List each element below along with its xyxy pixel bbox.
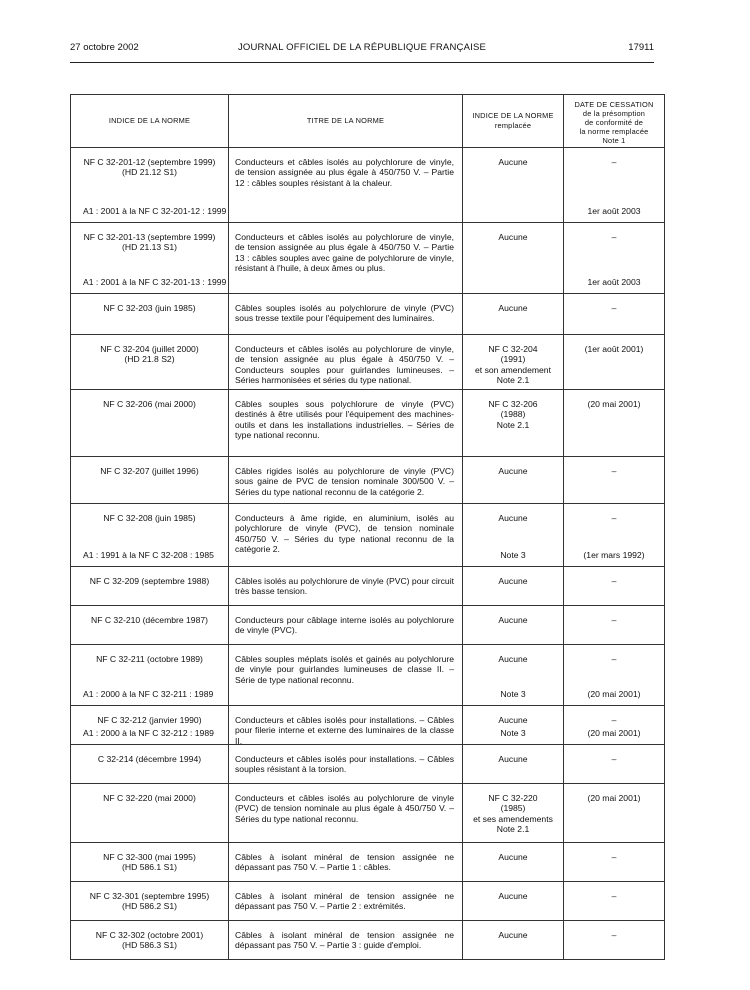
replaced-norm-cell-text: NF C 32-206 (1988) Note 2.1: [488, 399, 538, 430]
norm-index-cell-amendment: A1 : 2001 à la NF C 32-201-12 : 1999: [83, 205, 227, 216]
replaced-norm-cell: [463, 223, 564, 294]
table-header-row: [71, 95, 665, 148]
norm-index-cell: [71, 457, 229, 504]
norm-title-cell: [229, 921, 463, 960]
col-header-index: INDICE DE LA NORME: [71, 95, 229, 148]
replaced-norm-cell: [463, 606, 564, 645]
norm-index-cell-text: NF C 32-300 (mai 1995) (HD 586.1 S1): [103, 852, 196, 873]
norm-index-cell-text: NF C 32-212 (janvier 1990): [97, 715, 202, 725]
norm-title-cell-text: Câbles souples sous polychlorure de vinyle (PVC) destinés à être utilisés pour l'équipement des machines-outils et dans les installations industrielles. – Séries de type national reconnu.: [235, 399, 454, 441]
replaced-norm-cell-text: Aucune: [498, 654, 528, 664]
norm-index-cell-text: NF C 32-209 (septembre 1988): [89, 576, 210, 586]
table-row: [71, 148, 665, 223]
norm-index-cell-amendment: A1 : 2000 à la NF C 32-211 : 1989: [83, 688, 214, 699]
cessation-date-cell: [564, 645, 665, 706]
norm-title-cell-text: Conducteurs et câbles isolés pour installations. – Câbles souples résistant à la torsion.: [235, 754, 454, 775]
replaced-norm-cell-text: Aucune: [498, 891, 528, 901]
replaced-norm-cell: [463, 784, 564, 843]
page-number: 17911: [628, 42, 654, 53]
norm-title-cell-text: Câbles souples méplats isolés et gainés au polychlorure de vinyle pour guirlandes lumineuses de classe II. – Série de type national reconnu.: [235, 654, 454, 685]
norm-title-cell: [229, 390, 463, 457]
cessation-date-cell: [564, 148, 665, 223]
replaced-norm-cell: [463, 457, 564, 504]
norm-index-cell: [71, 706, 229, 745]
norm-title-cell: [229, 223, 463, 294]
header-rule: [70, 62, 654, 63]
replaced-norm-cell: [463, 921, 564, 960]
table-row: [71, 921, 665, 960]
journal-title: JOURNAL OFFICIEL DE LA RÉPUBLIQUE FRANÇAISE: [237, 42, 487, 53]
norm-index-cell: [71, 335, 229, 390]
norm-index-cell-text: NF C 32-208 (juin 1985): [103, 513, 196, 523]
replaced-norm-cell: [463, 645, 564, 706]
replaced-norm-cell-text: Aucune: [498, 852, 528, 862]
cessation-date-cell: [564, 882, 665, 921]
norm-title-cell-text: Câbles à isolant minéral de tension assignée ne dépassant pas 750 V. – Partie 3 : guide d'emploi.: [235, 930, 454, 951]
norm-index-cell: [71, 921, 229, 960]
norm-index-cell-text: NF C 32-203 (juin 1985): [103, 303, 196, 313]
cessation-date-cell-amendment: 1er août 2003: [587, 276, 641, 287]
cessation-date-cell-amendment: (20 mai 2001): [587, 688, 641, 699]
replaced-norm-cell-text: Aucune: [498, 715, 528, 725]
cessation-date-cell-text: (20 mai 2001): [587, 793, 641, 803]
norm-title-cell: [229, 148, 463, 223]
standards-table: [70, 94, 665, 960]
table-row: [71, 706, 665, 745]
col-header-date: DATE DE CESSATION de la présomption de conformité de la norme remplacée Note 1: [564, 95, 665, 148]
norm-index-cell-text: NF C 32-207 (juillet 1996): [100, 466, 199, 476]
norm-index-cell-text: NF C 32-211 (octobre 1989): [96, 654, 203, 664]
replaced-norm-cell-text: NF C 32-220 (1985) et ses amendements Note 2.1: [473, 793, 553, 835]
cessation-date-cell-amendment: (1er mars 1992): [583, 549, 645, 560]
table-row: [71, 390, 665, 457]
norm-index-cell: [71, 745, 229, 784]
replaced-norm-cell-text: Aucune: [498, 754, 528, 764]
cessation-date-cell: [564, 921, 665, 960]
cessation-date-cell: [564, 223, 665, 294]
norm-index-cell-text: NF C 32-204 (juillet 2000) (HD 21.8 S2): [100, 344, 199, 365]
cessation-date-cell: [564, 843, 665, 882]
norm-title-cell-text: Conducteurs à âme rigide, en aluminium, isolés au polychlorure de vinyle (PVC), de tension nominale 450/750 V. – Séries du type national reconnu de la catégorie 2.: [235, 513, 454, 555]
cessation-date-cell-text: –: [611, 466, 617, 476]
norm-title-cell-text: Conducteurs et câbles isolés pour installations. – Câbles pour filerie interne et externe des luminaires de la classe II.: [235, 715, 454, 746]
table-row: [71, 784, 665, 843]
norm-index-cell-text: NF C 32-206 (mai 2000): [103, 399, 196, 409]
cessation-date-cell-text: –: [611, 715, 617, 725]
norm-title-cell-text: Câbles à isolant minéral de tension assignée ne dépassant pas 750 V. – Partie 2 : extrémités.: [235, 891, 454, 912]
cessation-date-cell: [564, 504, 665, 567]
norm-index-cell-amendment: A1 : 1991 à la NF C 32-208 : 1985: [83, 549, 214, 560]
norm-index-cell: [71, 294, 229, 335]
table-row: [71, 645, 665, 706]
col-header-title: TITRE DE LA NORME: [229, 95, 463, 148]
norm-title-cell: [229, 335, 463, 390]
norm-index-cell: [71, 223, 229, 294]
table-row: [71, 223, 665, 294]
cessation-date-cell-text: –: [611, 513, 617, 523]
norm-index-cell-text: C 32-214 (décembre 1994): [97, 754, 202, 764]
norm-title-cell: [229, 706, 463, 745]
replaced-norm-cell-text: Aucune: [498, 930, 528, 940]
cessation-date-cell: [564, 390, 665, 457]
replaced-norm-cell-text: NF C 32-204 (1991) et son amendement Note 2.1: [475, 344, 551, 386]
norm-index-cell-text: NF C 32-210 (décembre 1987): [90, 615, 209, 625]
replaced-norm-cell: [463, 882, 564, 921]
cessation-date-cell-text: –: [611, 930, 617, 940]
cessation-date-cell-text: –: [611, 576, 617, 586]
replaced-norm-cell: [463, 706, 564, 745]
norm-title-cell: [229, 843, 463, 882]
norm-title-cell-text: Conducteurs pour câblage interne isolés au polychlorure de vinyle (PVC).: [235, 615, 454, 636]
norm-title-cell: [229, 745, 463, 784]
cessation-date-cell: [564, 784, 665, 843]
cessation-date-cell-text: (20 mai 2001): [587, 399, 641, 409]
norm-title-cell: [229, 567, 463, 606]
replaced-norm-cell: [463, 390, 564, 457]
norm-index-cell: [71, 390, 229, 457]
replaced-norm-cell: [463, 148, 564, 223]
norm-title-cell-text: Conducteurs et câbles isolés au polychlorure de vinyle, de tension assignée au plus égale à 450/750 V. – Partie 13 : câbles souples avec gaine de polychlorure de vinyle, résistant à l'huile, à deux âmes ou plus.: [235, 232, 454, 274]
norm-title-cell: [229, 645, 463, 706]
cessation-date-cell-text: –: [611, 232, 617, 242]
norm-title-cell-text: Câbles isolés au polychlorure de vinyle (PVC) pour circuit très basse tension.: [235, 576, 454, 597]
replaced-norm-cell-text: Aucune: [498, 232, 528, 242]
replaced-norm-cell-text: Aucune: [498, 157, 528, 167]
cessation-date-cell: [564, 294, 665, 335]
table-row: [71, 294, 665, 335]
norm-index-cell-text: NF C 32-201-12 (septembre 1999) (HD 21.12 S1): [83, 157, 216, 178]
replaced-norm-cell-amendment: Note 3: [500, 549, 526, 560]
norm-index-cell-amendment: A1 : 2000 à la NF C 32-212 : 1989: [83, 727, 214, 738]
cessation-date-cell: [564, 335, 665, 390]
norm-title-cell-text: Câbles rigides isolés au polychlorure de vinyle (PVC) sous gaine de PVC de tension nominale 300/500 V. – Séries du type national reconnu de la catégorie 2.: [235, 466, 454, 497]
issue-date: 27 octobre 2002: [70, 42, 139, 53]
replaced-norm-cell-text: Aucune: [498, 615, 528, 625]
cessation-date-cell: [564, 745, 665, 784]
replaced-norm-cell-text: Aucune: [498, 576, 528, 586]
norm-index-cell: [71, 504, 229, 567]
cessation-date-cell-text: –: [611, 654, 617, 664]
cessation-date-cell: [564, 706, 665, 745]
norm-index-cell-text: NF C 32-302 (octobre 2001) (HD 586.3 S1): [95, 930, 204, 951]
replaced-norm-cell-text: Aucune: [498, 303, 528, 313]
norm-title-cell: [229, 457, 463, 504]
replaced-norm-cell-amendment: Note 3: [500, 727, 526, 738]
cessation-date-cell-text: –: [611, 303, 617, 313]
table-row: [71, 567, 665, 606]
cessation-date-cell-text: –: [611, 157, 617, 167]
norm-title-cell-text: Conducteurs et câbles isolés au polychlorure de vinyle (PVC) de tension nominale au plus égale à 450/750 V. – Séries du type national reconnu.: [235, 793, 454, 824]
table-row: [71, 745, 665, 784]
cessation-date-cell-amendment: 1er août 2003: [587, 205, 641, 216]
norm-index-cell: [71, 148, 229, 223]
norm-title-cell: [229, 294, 463, 335]
norm-title-cell-text: Conducteurs et câbles isolés au polychlorure de vinyle, de tension assignée au plus égale à 450/750 V. – Partie 12 : câbles souples résistant à la chaleur.: [235, 157, 454, 188]
replaced-norm-cell: [463, 567, 564, 606]
norm-index-cell-text: NF C 32-220 (mai 2000): [103, 793, 196, 803]
norm-index-cell-text: NF C 32-301 (septembre 1995) (HD 586.2 S1): [89, 891, 210, 912]
norm-title-cell: [229, 882, 463, 921]
replaced-norm-cell: [463, 504, 564, 567]
table-row: [71, 882, 665, 921]
cessation-date-cell-text: (1er août 2001): [584, 344, 644, 354]
table-row: [71, 606, 665, 645]
replaced-norm-cell: [463, 294, 564, 335]
norm-title-cell-text: Câbles souples isolés au polychlorure de vinyle (PVC) sous tresse textile pour l'équipement des luminaires.: [235, 303, 454, 324]
cessation-date-cell-text: –: [611, 852, 617, 862]
replaced-norm-cell: [463, 843, 564, 882]
norm-index-cell: [71, 567, 229, 606]
norm-index-cell: [71, 882, 229, 921]
table-row: [71, 843, 665, 882]
norm-index-cell: [71, 645, 229, 706]
col-header-replaced: INDICE DE LA NORME remplacée: [463, 95, 564, 148]
cessation-date-cell: [564, 567, 665, 606]
replaced-norm-cell: [463, 745, 564, 784]
norm-title-cell: [229, 606, 463, 645]
table-row: [71, 335, 665, 390]
replaced-norm-cell-text: Aucune: [498, 513, 528, 523]
norm-index-cell: [71, 843, 229, 882]
cessation-date-cell-text: –: [611, 891, 617, 901]
norm-title-cell-text: Câbles à isolant minéral de tension assignée ne dépassant pas 750 V. – Partie 1 : câbles.: [235, 852, 454, 873]
cessation-date-cell: [564, 606, 665, 645]
cessation-date-cell-text: –: [611, 615, 617, 625]
norm-title-cell: [229, 504, 463, 567]
cessation-date-cell: [564, 457, 665, 504]
cessation-date-cell-text: –: [611, 754, 617, 764]
replaced-norm-cell: [463, 335, 564, 390]
norm-index-cell-text: NF C 32-201-13 (septembre 1999) (HD 21.13 S1): [83, 232, 216, 253]
replaced-norm-cell-amendment: Note 3: [500, 688, 526, 699]
replaced-norm-cell-text: Aucune: [498, 466, 528, 476]
table-row: [71, 457, 665, 504]
page-header: [70, 42, 654, 56]
norm-index-cell-amendment: A1 : 2001 à la NF C 32-201-13 : 1999: [83, 276, 227, 287]
table-row: [71, 504, 665, 567]
cessation-date-cell-amendment: (20 mai 2001): [587, 727, 641, 738]
norm-index-cell: [71, 606, 229, 645]
norm-title-cell: [229, 784, 463, 843]
norm-index-cell: [71, 784, 229, 843]
norm-title-cell-text: Conducteurs et câbles isolés au polychlorure de vinyle, de tension assignée au plus égale à 450/750 V. – Conducteurs souples pour guirlandes lumineuses. – Séries harmonisées et séries du type national.: [235, 344, 454, 386]
